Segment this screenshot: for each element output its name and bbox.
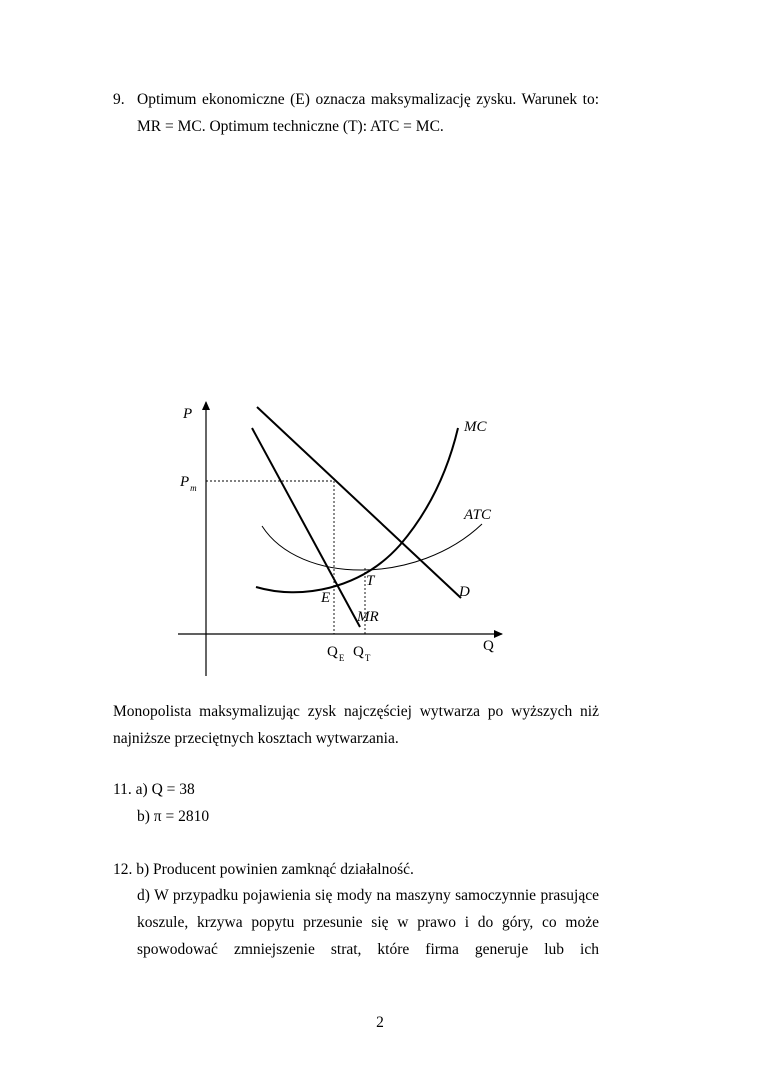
qt-label-main: Q	[353, 644, 364, 660]
pm-label	[179, 474, 197, 493]
monopoly-line-1: Monopolista maksymalizując zysk najczęściej wytwarza po wyższych niż	[113, 703, 599, 720]
item-12-d-line-2: koszule, krzywa popytu przesunie się w prawo i do góry, co może	[137, 914, 599, 931]
t-point-label: T	[366, 573, 375, 589]
monopoly-line-2: najniższe przeciętnych kosztach wytwarzania.	[113, 730, 399, 747]
qt-label	[353, 644, 371, 663]
qt-label-sub: T	[364, 653, 371, 663]
y-axis-label: P	[183, 406, 193, 422]
item-12-d-line-1: d) W przypadku pojawienia się mody na maszyny samoczynnie prasujące	[137, 887, 599, 904]
mr-label: MR	[357, 609, 379, 625]
item-12-d-line-3: spowodować zmniejszenie strat, które firma generuje lub ich	[137, 941, 599, 958]
item-11-a: 11. a) Q = 38	[113, 781, 195, 798]
qe-label-main: Q	[327, 644, 338, 660]
item-9-line-2: MR = MC. Optimum techniczne (T): ATC = MC.	[137, 118, 444, 135]
e-point-label: E	[321, 590, 331, 606]
qe-label-sub: E	[338, 653, 345, 663]
qe-label	[327, 644, 345, 663]
mc-label: MC	[464, 419, 487, 435]
pm-label-main: P	[180, 474, 190, 490]
atc-curve	[262, 524, 482, 570]
item-9-line-1: Optimum ekonomiczne (E) oznacza maksymalizację zysku. Warunek to:	[137, 91, 599, 108]
mr-curve	[252, 428, 360, 627]
atc-label: ATC	[464, 507, 491, 523]
d-label: D	[459, 584, 470, 600]
item-9-number: 9.	[113, 91, 125, 108]
item-11-b: b) π = 2810	[137, 808, 210, 825]
pm-label-sub: m	[190, 483, 197, 493]
item-12-b: 12. b) Producent powinien zamknąć działalność.	[113, 861, 414, 878]
x-axis-label: Q	[483, 638, 494, 654]
page-number: 2	[376, 1014, 384, 1031]
